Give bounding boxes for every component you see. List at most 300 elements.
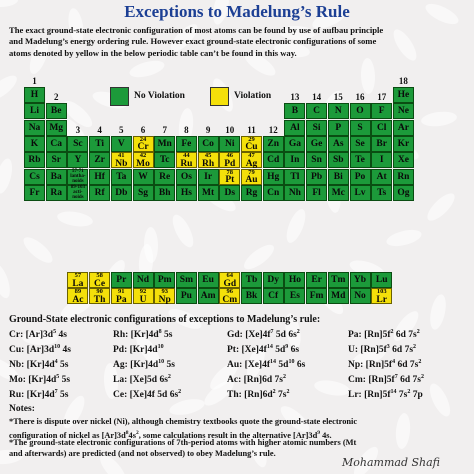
atomic-number: 42 — [139, 152, 147, 160]
element-symbol: Xe — [397, 155, 409, 166]
element-symbol: Sn — [311, 155, 322, 166]
element-symbol: Eu — [202, 275, 214, 285]
intro-line: atoms denoted by yellow in the below periodic table can’t be found in this way. — [9, 47, 297, 58]
element-symbol: Ru — [180, 158, 193, 169]
element-symbol: Mc — [331, 187, 345, 198]
element-ir — [198, 169, 219, 185]
atomic-number: 47 — [248, 152, 255, 160]
element-symbol: Ir — [204, 171, 213, 182]
element-zr — [89, 152, 110, 168]
configuration-entry: Pa: $[Rn]5f^2$ 6d $7s^2$ — [348, 329, 420, 341]
element-ne — [393, 103, 414, 119]
element-dy — [263, 272, 284, 288]
element-gd — [219, 272, 240, 288]
element-tm — [328, 272, 349, 288]
configuration-entry: La: [Xe]5d $6s^2$ — [113, 374, 171, 386]
element-symbol: Tc — [159, 155, 170, 166]
group-number: 12 — [268, 124, 278, 135]
element-nd — [133, 272, 154, 288]
element-be — [46, 103, 67, 119]
group-number: 1 — [32, 76, 37, 86]
element-symbol: Ds — [224, 187, 236, 198]
element-symbol: Mt — [202, 187, 215, 198]
atomic-number: 79 — [248, 168, 255, 176]
element-symbol: V — [117, 138, 125, 149]
element-cu — [241, 136, 262, 152]
atomic-number: 103 — [376, 288, 387, 296]
element-ra — [46, 185, 67, 201]
configuration-entry: Rh: $[Kr]4d^8$ 5s — [113, 329, 173, 341]
element-symbol: Bh — [158, 187, 171, 198]
configuration-entry: Np: $[Rn]5f^4$ 6d $7s^2$ — [348, 359, 422, 371]
element-cr — [133, 136, 154, 152]
element-symbol: Lv — [354, 187, 366, 198]
configuration-entry: Gd: $[Xe]4f^7$ 5d $6s^2$ — [227, 329, 300, 341]
element-symbol: Mg — [49, 122, 64, 133]
configuration-entry: Ac: [Rn]6d $7s^2$ — [227, 374, 286, 386]
element-symbol: B — [291, 106, 299, 117]
element-symbol: Gd — [223, 278, 237, 289]
element-symbol: Fl — [312, 187, 321, 198]
group-number: 4 — [97, 124, 102, 135]
element-symbol: Ho — [288, 275, 301, 285]
element-symbol: Cl — [376, 122, 387, 133]
configuration-entry: Pd: $[Kr]4d^{10}$ — [113, 344, 164, 356]
element-nh — [284, 185, 305, 201]
element-fr — [24, 185, 45, 201]
element-ar — [393, 120, 414, 136]
intro-paragraph — [9, 25, 469, 59]
element-in — [284, 152, 305, 168]
element-al — [284, 120, 305, 136]
element-na — [24, 120, 45, 136]
element-yb — [350, 272, 371, 288]
element-symbol: Re — [159, 171, 171, 182]
element-ag — [241, 152, 262, 168]
configuration-entry: Cm: $[Rn]5f^7$ 6d $7s^2$ — [348, 374, 424, 386]
element-symbol: He — [397, 90, 410, 100]
element-ti — [89, 136, 110, 152]
element-rb — [24, 152, 45, 168]
element-te — [350, 152, 371, 168]
group-number: 13 — [290, 92, 300, 103]
element-cm — [219, 288, 240, 304]
element-symbol: Hf — [94, 171, 105, 182]
element-symbol: Tl — [290, 171, 300, 182]
element-lv — [350, 185, 371, 201]
configuration-entry: Ag: $[Kr]4d^{10}$ 5s — [113, 359, 175, 371]
element-symbol: Np — [158, 294, 171, 305]
atomic-number: 78 — [226, 168, 234, 176]
group-number: 3 — [75, 124, 81, 135]
element-symbol: Al — [290, 122, 300, 133]
atomic-number: 96 — [226, 288, 234, 296]
element-u — [133, 288, 154, 304]
element-li — [24, 103, 45, 119]
element-fl — [306, 185, 327, 201]
element-symbol: Ba — [50, 171, 62, 182]
group-number: 15 — [333, 92, 343, 103]
element-symbol: Bk — [245, 291, 258, 302]
atomic-number: 41 — [118, 152, 125, 160]
element-eu — [198, 272, 219, 288]
element-symbol: Ne — [397, 106, 409, 117]
element-kr — [393, 136, 414, 152]
element-sm — [176, 272, 197, 288]
element-symbol: Hs — [180, 187, 192, 198]
element-cf — [263, 288, 284, 304]
atomic-number: 46 — [226, 152, 234, 160]
element-rf — [89, 185, 110, 201]
element-symbol: Ta — [116, 171, 127, 182]
element-mg — [46, 120, 67, 136]
element-er — [306, 272, 327, 288]
element-symbol: Rh — [202, 158, 215, 169]
element-symbol: Os — [180, 171, 192, 182]
element-ca — [46, 136, 67, 152]
element-ac — [67, 288, 88, 304]
element-symbol: At — [376, 171, 387, 182]
atomic-number: 44 — [183, 152, 190, 160]
element-zn — [263, 136, 284, 152]
group-number: 14 — [312, 92, 322, 103]
element-symbol: Te — [355, 155, 365, 166]
element-au — [241, 169, 262, 185]
element-symbol: Pb — [311, 171, 323, 182]
element-os — [176, 169, 197, 185]
element-symbol: La — [72, 278, 84, 289]
element-co — [198, 136, 219, 152]
element-symbol: Ar — [397, 122, 409, 133]
element-pr — [111, 272, 132, 288]
element-tc — [154, 152, 175, 168]
element-hg — [263, 169, 284, 185]
element-symbol: Sr — [51, 155, 61, 166]
element-symbol: Fr — [29, 187, 40, 198]
element-mn — [154, 136, 175, 152]
element-sr — [46, 152, 67, 168]
element-si — [306, 120, 327, 136]
element-symbol: Cu — [245, 142, 258, 153]
element-symbol: Ca — [50, 138, 62, 149]
element-symbol: Sb — [333, 155, 344, 166]
element-w — [133, 169, 154, 185]
element-symbol: Nd — [136, 275, 150, 285]
element-symbol: P — [335, 122, 342, 133]
element-md — [328, 288, 349, 304]
atomic-number: 92 — [139, 288, 147, 296]
element-s — [350, 120, 371, 136]
element-xe — [393, 152, 414, 168]
element-symbol: Se — [355, 138, 365, 149]
element-symbol: Au — [245, 175, 258, 185]
element-as — [328, 136, 349, 152]
group-number: 2 — [53, 92, 59, 103]
element-symbol: Si — [312, 122, 321, 133]
element-lu — [371, 272, 392, 288]
element-symbol: Dy — [267, 275, 279, 285]
legend-violation-swatch — [210, 87, 229, 106]
element-symbol: Lu — [375, 275, 388, 285]
group-number: 6 — [140, 124, 146, 135]
element-cn — [263, 185, 284, 201]
element-symbol: Md — [331, 291, 346, 302]
element-symbol: Am — [200, 291, 216, 302]
element-symbol: Nh — [288, 187, 301, 198]
atomic-number: 90 — [96, 288, 103, 296]
page-title: Exceptions to Madelung’s Rule — [124, 2, 350, 21]
element-symbol: Mo — [136, 158, 150, 169]
configurations-title: Ground-State electronic configurations of exceptions to Madelung’s rule: — [9, 314, 321, 325]
element-v — [111, 136, 132, 152]
element-am — [198, 288, 219, 304]
element-symbol: Ge — [310, 138, 323, 149]
element-symbol: In — [290, 155, 300, 166]
element-k — [24, 136, 45, 152]
element-symbol: Rb — [28, 155, 41, 166]
element-ce — [89, 272, 110, 288]
group-number: 5 — [119, 124, 124, 135]
element-nb — [111, 152, 132, 168]
element-symbol: Y — [74, 155, 82, 166]
element-bi — [328, 169, 349, 185]
atomic-number: 24 — [139, 135, 147, 143]
element-symbol: C — [313, 106, 321, 117]
element-symbol: Na — [28, 122, 41, 133]
element-symbol: Ce — [94, 278, 106, 289]
element-symbol: Db — [115, 187, 128, 198]
element-symbol: Ag — [245, 158, 258, 169]
element-symbol: Be — [50, 106, 62, 117]
element-pt — [219, 169, 240, 185]
element-ru — [176, 152, 197, 168]
element-symbol: Sg — [137, 187, 149, 198]
element-symbol: Zn — [267, 138, 279, 149]
signature: Mohammad Shafi — [342, 456, 441, 469]
element-symbol: Ni — [225, 138, 235, 149]
element-symbol: Og — [397, 187, 410, 198]
element-pd — [219, 152, 240, 168]
element-ba — [46, 169, 67, 185]
element-symbol: As — [333, 138, 344, 149]
element-he — [393, 87, 414, 103]
element-symbol: Lr — [376, 294, 387, 305]
element-symbol: Th — [93, 294, 106, 305]
element-db — [111, 185, 132, 201]
element-cl — [371, 120, 392, 136]
element-rg — [241, 185, 262, 201]
configuration-entry: Cu: $[Ar]3d^{10}$ 4s — [9, 344, 71, 356]
element-es — [284, 288, 305, 304]
element-symbol: Pm — [157, 275, 172, 285]
atomic-number: 45 — [204, 152, 212, 160]
element-symbol: Cn — [267, 187, 280, 198]
group-number: 8 — [184, 124, 189, 135]
note-line: and afterwards) are predicted (and not observed) to obey Madelung’s rule. — [9, 448, 276, 458]
legend-no-violation-label: No Violation — [134, 91, 185, 101]
configuration-entry: Ce: [Xe]4f 5d $6s^2$ — [113, 389, 182, 401]
element-po — [350, 169, 371, 185]
element-symbol: Ga — [288, 138, 301, 149]
element-symbol: Ra — [50, 187, 62, 198]
note-line: *There is dispute over nickel (Ni), although chemistry textbooks quote the ground-state electronic — [9, 417, 358, 426]
element-fe — [176, 136, 197, 152]
element-f — [371, 103, 392, 119]
element-cs — [24, 169, 45, 185]
element-no — [350, 288, 371, 304]
note-line: *The ground-state electronic configurations of 7th-period atoms with higher atomic numbers (Mt — [9, 438, 357, 447]
element-n — [328, 103, 349, 119]
atomic-number: 29 — [248, 135, 255, 143]
element-ts — [371, 185, 392, 201]
element-np — [154, 288, 175, 304]
element-symbol: Pd — [224, 158, 236, 169]
legend-violation-label: Violation — [234, 91, 272, 101]
element-pa — [111, 288, 132, 304]
group-number: 16 — [355, 92, 365, 103]
element-symbol: Es — [289, 291, 300, 302]
element-o — [350, 103, 371, 119]
atomic-number: 91 — [118, 288, 125, 296]
element-hf — [89, 169, 110, 185]
element-symbol: Cd — [267, 155, 280, 166]
configuration-entry: Ru: $[Kr]4d^7$ 5s — [9, 389, 69, 401]
element-symbol: Pt — [225, 175, 235, 185]
element-symbol: Rg — [245, 187, 258, 198]
element-symbol: U — [139, 294, 147, 305]
element-bk — [241, 288, 262, 304]
element-b — [284, 103, 305, 119]
element-symbol: Br — [376, 138, 387, 149]
element-symbol: Cr — [137, 142, 149, 153]
element-pu — [176, 288, 197, 304]
element-symbol: Hg — [267, 171, 280, 182]
configuration-entry: Th: $[Rn]6d^2$ $7s^2$ — [227, 389, 290, 401]
element-og — [393, 185, 414, 201]
element-symbol: Bi — [333, 171, 343, 182]
configuration-entry: Lr: $[Rn]5f^{14}$ $7s^2$ 7p — [348, 389, 423, 401]
element-pm — [154, 272, 175, 288]
element-ds — [219, 185, 240, 201]
element-symbol: Cs — [29, 171, 40, 182]
element-symbol: Pr — [116, 275, 127, 285]
element-ho — [284, 272, 305, 288]
element-symbol: H — [30, 90, 39, 100]
group-number: 17 — [377, 92, 387, 103]
element-symbol: Sm — [179, 275, 193, 285]
element-h — [24, 87, 45, 103]
element-hs — [176, 185, 197, 201]
element-p — [328, 120, 349, 136]
element-symbol: Co — [202, 138, 214, 149]
element-symbol: Cm — [222, 294, 238, 305]
element-symbol: No — [354, 291, 366, 302]
element-symbol: Pa — [116, 294, 127, 305]
element-c — [306, 103, 327, 119]
element-symbol: Kr — [397, 138, 410, 149]
element-ga — [284, 136, 305, 152]
element-symbol: Tm — [331, 275, 346, 285]
element-la — [67, 272, 88, 288]
note-line: configuration of nickel as $[Ar]3d^84s^2$, some calculations result in the alternative $[Ar]3d^9$ 4s. — [9, 429, 332, 440]
element-mc — [328, 185, 349, 201]
element-symbol: Tb — [245, 275, 258, 285]
element-sc — [67, 136, 88, 152]
atomic-number: 93 — [161, 288, 168, 296]
element-symbol: Sc — [73, 138, 83, 149]
element-bh — [154, 185, 175, 201]
element-y — [67, 152, 88, 168]
element-symbol: F — [378, 106, 385, 117]
configuration-entry: Cr: $[Ar]3d^5$ 4s — [9, 329, 67, 341]
element-i — [371, 152, 392, 168]
atomic-number: 57 — [74, 272, 82, 279]
element-symbol: I — [379, 155, 384, 166]
element-ge — [306, 136, 327, 152]
element-symbol: Yb — [353, 275, 367, 285]
element-symbol: N — [334, 106, 342, 117]
element-symbol: Ti — [95, 138, 104, 149]
configuration-entry: Mo: $[Kr]4d^5$ 5s — [9, 374, 71, 386]
element-symbol: Rn — [397, 171, 410, 182]
element-mt — [198, 185, 219, 201]
atomic-number: 58 — [96, 272, 103, 279]
element-symbol: Li — [30, 106, 39, 117]
legend-no-violation-swatch — [110, 87, 129, 106]
configuration-entry: Nb: $[Kr]4d^4$ 5s — [9, 359, 69, 371]
group-number: 10 — [225, 124, 235, 135]
element-symbol: W — [138, 171, 148, 182]
group-number: 7 — [162, 124, 167, 135]
element-sn — [306, 152, 327, 168]
element-symbol: Zr — [94, 155, 105, 166]
element-symbol: Ac — [72, 294, 84, 305]
element-pb — [306, 169, 327, 185]
element-th — [89, 288, 110, 304]
element-se — [350, 136, 371, 152]
element-symbol: Fm — [309, 291, 324, 302]
element-ta — [111, 169, 132, 185]
element-symbol: Fe — [181, 138, 192, 149]
element-symbol: Mn — [157, 138, 172, 149]
element-symbol: K — [30, 138, 39, 149]
element-symbol: Rf — [94, 187, 105, 198]
element-symbol: Pu — [180, 291, 192, 302]
intro-line: The exact ground-state electronic configuration of most atoms can be found by use of aufbau principle — [9, 25, 384, 35]
element-symbol: Nb — [115, 158, 128, 169]
element-sb — [328, 152, 349, 168]
element-symbol: Ts — [377, 187, 387, 198]
element-tb — [241, 272, 262, 288]
atomic-number: 89 — [74, 288, 82, 296]
element-symbol: Po — [354, 171, 366, 182]
element-symbol: Cf — [268, 291, 279, 302]
group-number: 11 — [247, 124, 256, 135]
element-cd — [263, 152, 284, 168]
element-br — [371, 136, 392, 152]
group-number: 9 — [205, 124, 211, 135]
element-tl — [284, 169, 305, 185]
element-sg — [133, 185, 154, 201]
element-symbol: S — [357, 122, 363, 133]
configuration-entry: U: $[Rn]5f^3$ 6d $7s^2$ — [348, 344, 417, 356]
element-rh — [198, 152, 219, 168]
configuration-entry: Au: $[Xe]4f^{14}$ $5d^{10}$ 6s — [227, 359, 306, 371]
element-fm — [306, 288, 327, 304]
element-lr — [371, 288, 392, 304]
group-number: 18 — [398, 76, 408, 86]
series-placeholder: 57-71 lantha-noids — [67, 169, 88, 185]
